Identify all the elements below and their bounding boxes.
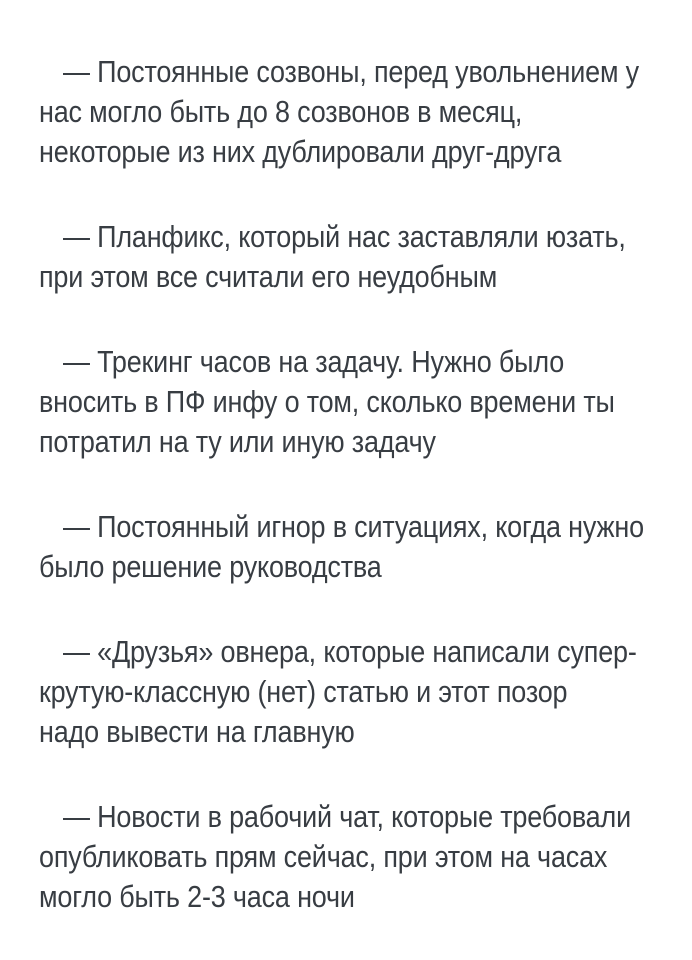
paragraph-line: крутую-классную (нет) статью и этот позор: [39, 674, 568, 709]
paragraph-line: при этом все считали его неудобным: [39, 259, 498, 294]
paragraph-line: — Планфикс, который нас заставляли юзать,: [63, 219, 626, 254]
paragraph-line: — Постоянные созвоны, перед увольнением у: [63, 54, 639, 89]
paragraph-line: вносить в ПФ инфу о том, сколько времени ты: [39, 384, 615, 419]
paragraph-line: надо вывести на главную: [39, 714, 355, 749]
paragraph-line: было решение руководства: [39, 549, 382, 584]
paragraph-line: некоторые из них дублировали друг-друга: [39, 134, 562, 169]
paragraph-line: — Новости в рабочий чат, которые требовали: [63, 799, 631, 834]
paragraph: [39, 632, 672, 752]
paragraph-line: нас могло быть до 8 созвонов в месяц,: [39, 94, 523, 129]
paragraph-line: могло быть 2-3 часа ночи: [39, 879, 355, 914]
paragraph-line: потратил на ту или иную задачу: [39, 424, 436, 459]
paragraph: [39, 797, 672, 917]
paragraph: [39, 507, 672, 587]
paragraph: [39, 52, 672, 172]
paragraph-line: — «Друзья» овнера, которые написали супер-: [63, 634, 637, 669]
paragraph-line: — Трекинг часов на задачу. Нужно было: [63, 344, 565, 379]
paragraph-list: [39, 52, 672, 917]
paragraph: [39, 217, 672, 297]
paragraph-line: — Постоянный игнор в ситуациях, когда нужно: [63, 509, 644, 544]
paragraph: [39, 342, 672, 462]
paragraph-line: опубликовать прям сейчас, при этом на часах: [39, 839, 608, 874]
